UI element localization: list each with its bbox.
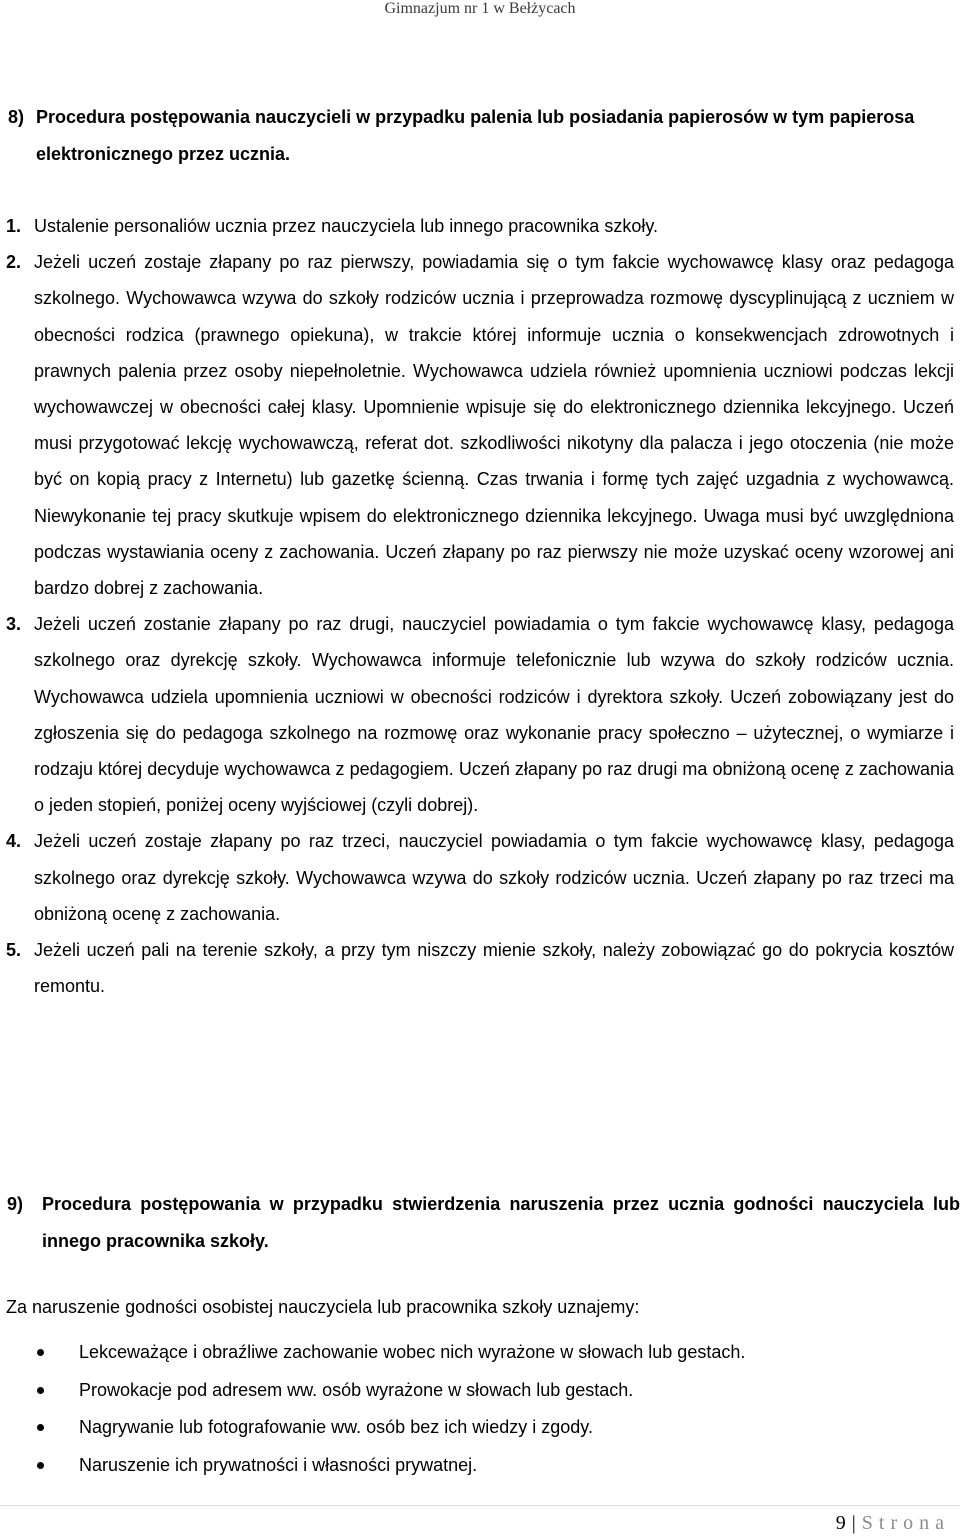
section-9-heading: [7, 1186, 960, 1259]
page-footer: [836, 1511, 950, 1535]
list-item-text: Jeżeli uczeń zostaje złapany po raz trzeci, nauczyciel powiadamia o tym fakcie wychowawcę klasy, pedagoga szkolnego oraz dyrekcję szkoły. Wychowawca wzywa do szkoły rodziców ucznia. Uczeń złapany po raz trzeci ma obniżoną ocenę z zachowania.: [34, 831, 954, 924]
bullet-text: Lekceważące i obraźliwe zachowanie wobec nich wyrażone w słowach lub gestach.: [79, 1342, 746, 1362]
list-item-number: 5.: [6, 940, 22, 961]
bullet-dot-icon: [37, 1462, 44, 1469]
section-8-list: [0, 208, 960, 1004]
bullet-dot-icon: [37, 1387, 44, 1394]
section-8-title: Procedura postępowania nauczycieli w przypadku palenia lub posiadania papierosów w tym papierosa elektronicznego przez ucznia.: [36, 107, 915, 164]
bullet-text: Naruszenie ich prywatności i własności prywatnej.: [79, 1454, 478, 1475]
section-9-bullet-list: [0, 1334, 960, 1484]
list-item: [0, 208, 960, 244]
list-item: [0, 244, 960, 606]
section-8-number: 8): [8, 107, 25, 127]
bullet-item: [0, 1334, 960, 1372]
list-item-text: Jeżeli uczeń zostaje złapany po raz pierwszy, powiadamia się o tym fakcie wychowawcę klasy oraz pedagoga szkolnego. Wychowawca wzywa do szkoły rodziców ucznia i przeprowadza rozmowę dyscyplinującą z uczniem w obecności rodzica (prawnego opiekuna), w trakcie której informuje ucznia o konsekwencjach zdrowotnych i prawnych palenia przez osoby niepełnoletnie. Wychowawca udziela również upomnienia uczniowi podczas lekcji wychowawczej w obecności całej klasy. Upomnienie wpisuje się do elektronicznego dziennika lekcyjnego. Uczeń musi przygotować lekcję wychowawczą, referat dot. szkodliwości nikotyny dla palacza i jego otoczenia (nie może być on kopią pracy z Internetu) lub gazetkę ścienną. Czas trwania i formę tych zajęć uzgadnia z wychowawcą. Niewykonanie tej pracy skutkuje wpisem do elektronicznego dziennika lekcyjnego. Uwaga musi być uwzględniona podczas wystawiania oceny z zachowania. Uczeń złapany po raz pierwszy nie może uzyskać oceny wzorowej ani bardzo dobrej z zachowania.: [34, 252, 954, 599]
page-number: 9: [835, 1512, 846, 1534]
bullet-dot-icon: [37, 1349, 44, 1356]
list-item: [0, 606, 960, 823]
footer-separator: |: [851, 1512, 856, 1534]
bullet-item: [0, 1447, 960, 1485]
list-item-number: 3.: [6, 614, 22, 635]
list-item: [0, 932, 960, 1004]
page-label: Strona: [861, 1512, 950, 1534]
list-item-number: 1.: [6, 216, 22, 236]
section-9-intro: Za naruszenie godności osobistej nauczyciela lub pracownika szkoły uznajemy:: [6, 1297, 640, 1317]
list-item-number: 2.: [6, 252, 22, 273]
section-9-title: Procedura postępowania w przypadku stwierdzenia naruszenia przez ucznia godności nauczyciela lub innego pracownika szkoły.: [42, 1194, 960, 1251]
bullet-text: Nagrywanie lub fotografowanie ww. osób bez ich wiedzy i zgody.: [79, 1417, 593, 1437]
bullet-dot-icon: [37, 1424, 44, 1431]
bullet-text: Prowokacje pod adresem ww. osób wyrażone w słowach lub gestach.: [79, 1379, 634, 1400]
section-9-number: 9): [7, 1194, 24, 1214]
bullet-item: [0, 1372, 960, 1410]
list-item-number: 4.: [6, 831, 22, 852]
list-item: [0, 823, 960, 932]
bullet-item: [0, 1409, 960, 1447]
footer-divider: [0, 1505, 960, 1506]
page-header: Gimnazjum nr 1 w Bełżycach: [384, 0, 576, 17]
list-item-text: Jeżeli uczeń zostanie złapany po raz drugi, nauczyciel powiadamia o tym fakcie wychowawcę klasy, pedagoga szkolnego oraz dyrekcję szkoły. Wychowawca informuje telefonicznie lub wzywa do szkoły rodziców ucznia. Wychowawca udziela upomnienia uczniowi w obecności rodziców i dyrektora szkoły. Uczeń zobowiązany jest do zgłoszenia się do pedagoga szkolnego na rozmowę oraz wykonanie pracy społeczno – użytecznej, o wymiarze i rodzaju której decyduje wychowawca z pedagogiem. Uczeń złapany po raz drugi ma obniżoną ocenę z zachowania o jeden stopień, poniżej oceny wyjściowej (czyli dobrej).: [34, 614, 954, 816]
list-item-text: Jeżeli uczeń pali na terenie szkoły, a przy tym niszczy mienie szkoły, należy zobowiązać go do pokrycia kosztów remontu.: [34, 940, 954, 997]
list-item-text: Ustalenie personaliów ucznia przez nauczyciela lub innego pracownika szkoły.: [34, 216, 658, 236]
section-8-heading: [8, 99, 960, 172]
